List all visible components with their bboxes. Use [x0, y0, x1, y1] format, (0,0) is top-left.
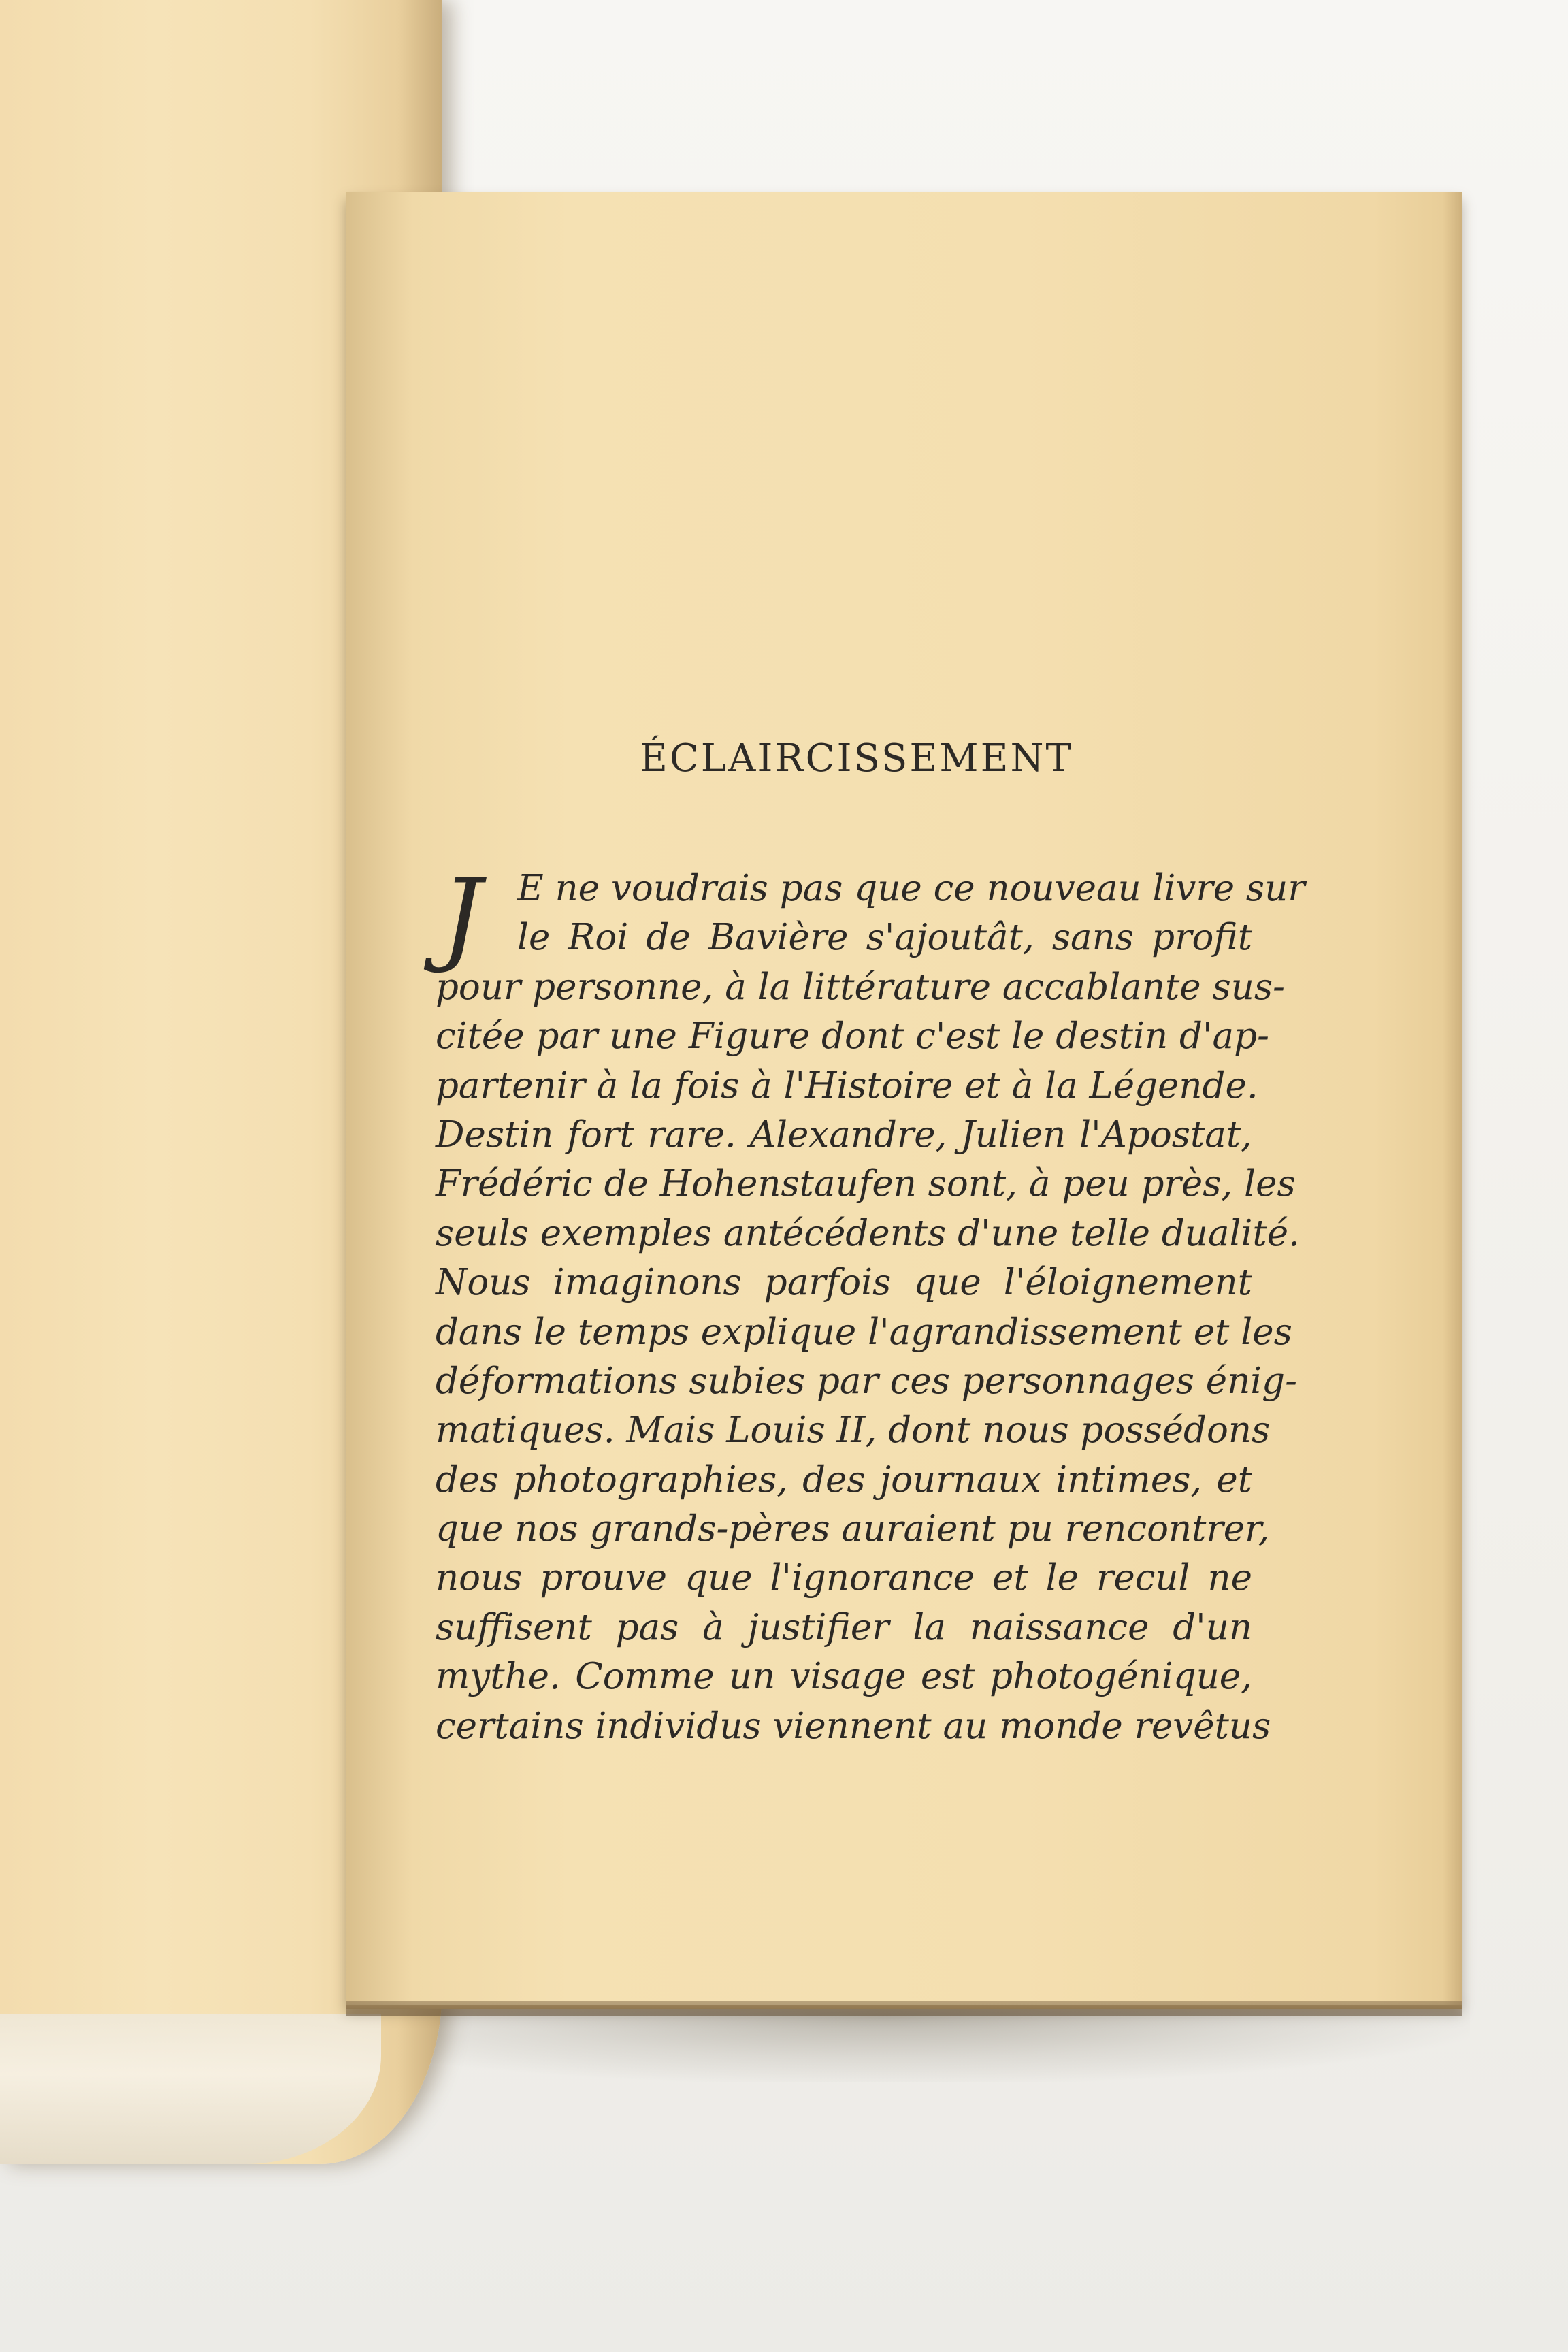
body-text: [436, 858, 1305, 1751]
text-line: des photographies, des journaux intimes, et: [436, 1458, 1252, 1501]
drop-cap: J: [441, 858, 483, 976]
text-line: Nous imaginons parfois que l'éloignement: [436, 1262, 1252, 1304]
text-line: le Roi de Bavière s'ajoutât, sans profit: [517, 917, 1252, 959]
text-line: certains individus viennent au monde revêtus: [436, 1705, 1271, 1747]
text-line: déformations subies par ces personnages énig-: [436, 1360, 1297, 1402]
text-line: E ne voudrais pas que ce nouveau livre sur: [517, 868, 1305, 909]
text-line: pour personne, à la littérature accablante sus-: [436, 966, 1285, 1008]
text-line: matiques. Mais Louis II, dont nous possédons: [436, 1409, 1271, 1452]
text-line: suffisent pas à justifier la naissance d'un: [436, 1606, 1252, 1648]
right-page-edge: [1443, 192, 1462, 2005]
text-line: nous prouve que l'ignorance et le recul ne: [436, 1557, 1252, 1599]
text-line: Destin fort rare. Alexandre, Julien l'Apostat,: [436, 1113, 1252, 1156]
text-line: seuls exemples antécédents d'une telle dualité.: [436, 1212, 1300, 1254]
left-page-stack: [0, 2014, 381, 2164]
text-line: citée par une Figure dont c'est le destin d'ap-: [436, 1015, 1269, 1058]
page-bottom-edge: [346, 2001, 1462, 2016]
text-line: dans le temps explique l'agrandissement et les: [436, 1311, 1292, 1353]
chapter-title: ÉCLAIRCISSEMENT: [640, 736, 1073, 781]
text-line: Frédéric de Hohenstaufen sont, à peu près, les: [436, 1163, 1296, 1205]
text-line: que nos grands-pères auraient pu rencontrer,: [436, 1508, 1270, 1550]
text-line: mythe. Comme un visage est photogénique,: [436, 1656, 1252, 1698]
text-line: partenir à la fois à l'Histoire et à la Légende.: [436, 1064, 1258, 1107]
